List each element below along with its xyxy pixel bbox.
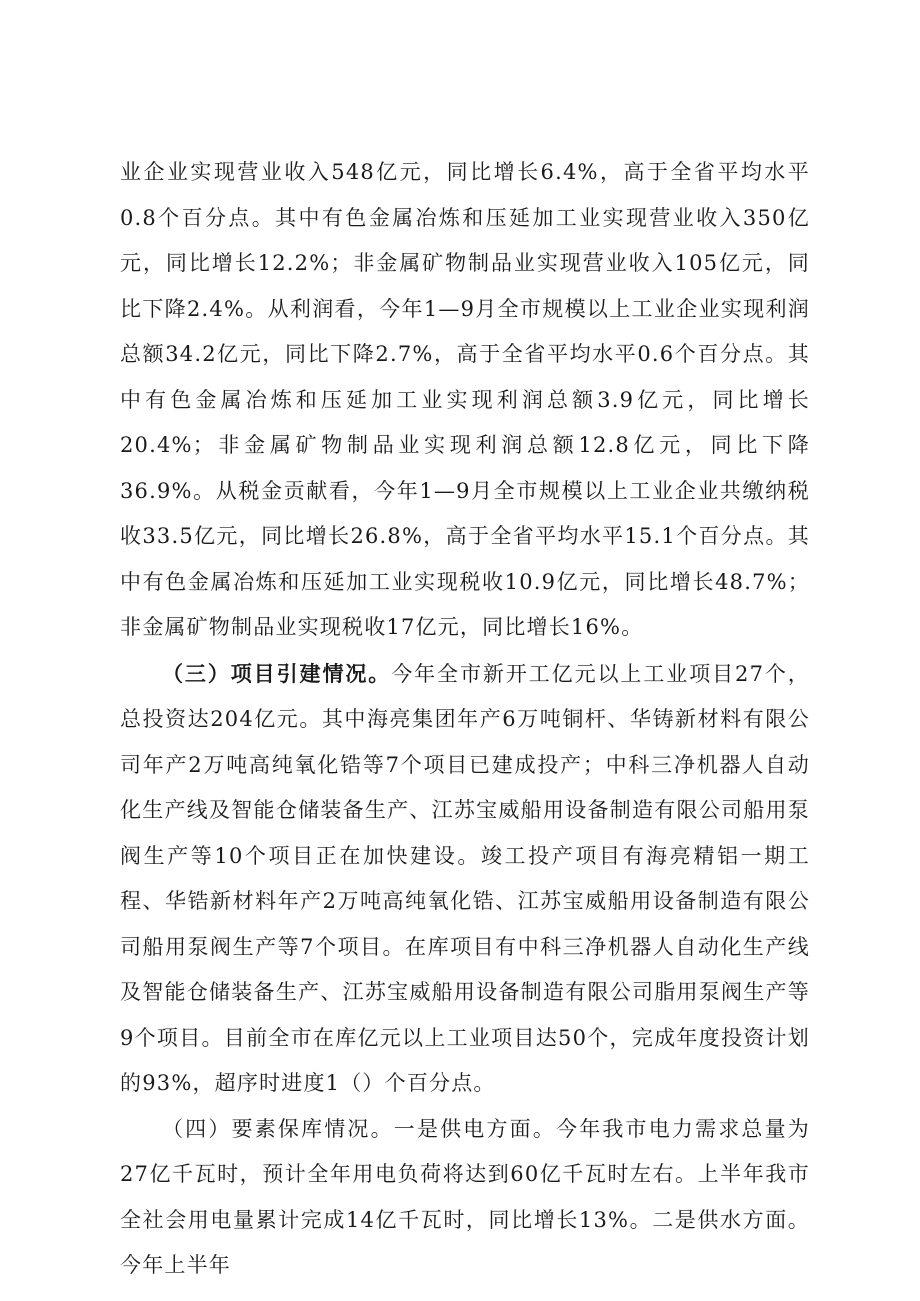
section-heading: （三）项目引建情况。 [162,660,392,686]
paragraph-industry-revenue [120,150,810,651]
paragraph-text: 业企业实现营业收入548亿元，同比增长6.4%，高于全省平均水平0.8个百分点。其中有色金属冶炼和压延加工业实现营业收入350亿元，同比增长12.2%；非金属矿物制品业实现营业收入105亿元，同比下降2.4%。从利润看，今年1—9月全市规模以上工业企业实现利润总额34.2亿元，同比下降2.7%，高于全省平均水平0.6个百分点。其中有色金属冶炼和压延加工业实现利润总额3.9亿元，同比增长20.4%；非金属矿物制品业实现利润总额12.8亿元，同比下降36.9%。从税金贡献看，今年1—9月全市规模以上工业企业共缴纳税收33.5亿元，同比增长26.8%，高于全省平均水平15.1个百分点。其中有色金属冶炼和压延加工业实现税收10.9亿元，同比增长48.7%；非金属矿物制品业实现税收17亿元，同比增长16%。 [120,160,810,639]
paragraph-text: 今年全市新开工亿元以上工业项目27个，总投资达204亿元。其中海亮集团年产6万吨铜杆、华铸新材料有限公司年产2万吨高纯氧化锆等7个项目已建成投产；中科三净机器人自动化生产线及智能仓储装备生产、江苏宝威船用设备制造有限公司船用泵阀生产等10个项目正在加快建设。竣工投产项目有海亮精铝一期工程、华锆新材料年产2万吨高纯氧化锆、江苏宝威船用设备制造有限公司船用泵阀生产等7个项目。在库项目有中科三净机器人自动化生产线及智能仓储装备生产、江苏宝威船用设备制造有限公司脂用泵阀生产等9个项目。目前全市在库亿元以上工业项目达50个，完成年度投资计划的93%，超序时进度1（）个百分点。 [120,661,810,1095]
paragraph-text: （四）要素保库情况。一是供电方面。今年我市电力需求总量为27亿千瓦时，预计全年用电负荷将达到60亿千瓦时左右。上半年我市全社会用电量累计完成14亿千瓦时，同比增长13%。二是供水方面。今年上半年 [120,1116,810,1277]
paragraph-factor-guarantee [120,1107,810,1289]
document-body [120,150,810,1289]
paragraph-project-introduction [120,651,810,1107]
